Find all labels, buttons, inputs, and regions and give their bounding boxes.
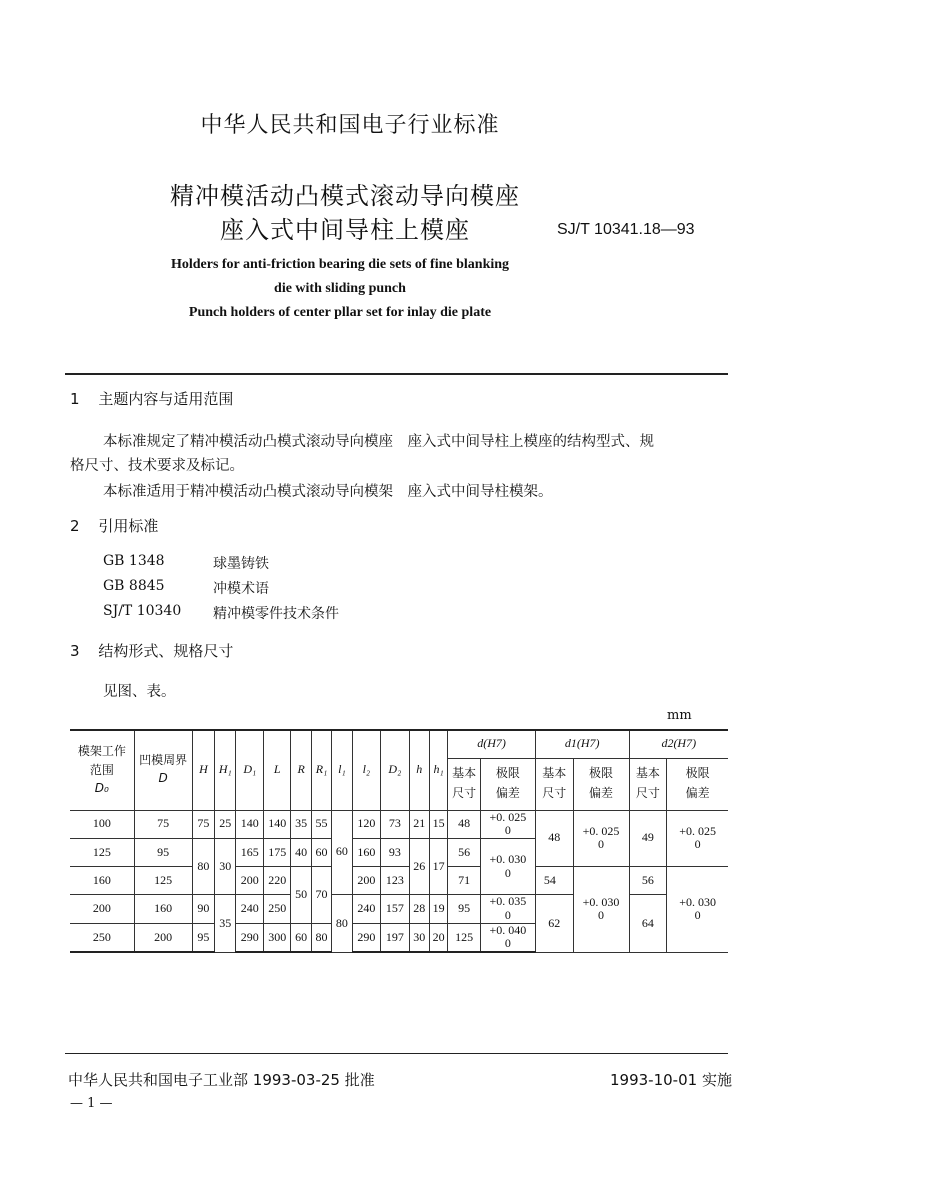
table-row <box>70 810 728 839</box>
subheader-limit: 极限 偏差 <box>667 758 728 810</box>
cell-d-tolerance: +0. 025 0 <box>480 810 535 839</box>
cell-D: 160 <box>134 895 192 924</box>
cell-l1: 80 <box>332 895 352 953</box>
header-l1: l₁ <box>332 730 352 810</box>
header-D2: D₂ <box>381 730 410 810</box>
cell-D1: 165 <box>236 839 264 867</box>
standard-code: SJ/T 10341.18—93 <box>557 221 695 238</box>
section-2-heading <box>70 515 158 536</box>
section-1-para-1b: 格尺寸、技术要求及标记。 <box>70 458 244 474</box>
header-range-label2: 范围 <box>89 763 114 778</box>
section-2-number: 2 <box>70 517 80 535</box>
header-d2: d2(H7) <box>629 730 728 758</box>
cell-d1: 54 <box>535 867 573 895</box>
cell-R: 35 <box>291 810 311 839</box>
cell-d1: 62 <box>535 895 573 953</box>
cell-d2-tolerance: +0. 030 0 <box>667 867 728 953</box>
approval-line: 中华人民共和国电子工业部 1993-03-25 批准 <box>68 1071 375 1089</box>
section-1-heading <box>70 388 233 409</box>
header-d: d(H7) <box>448 730 536 758</box>
cell-H1: 30 <box>215 839 236 895</box>
cell-R: 40 <box>291 839 311 867</box>
cell-d: 95 <box>448 895 481 924</box>
cell-h1: 15 <box>429 810 447 839</box>
header-h: h <box>409 730 429 810</box>
cell-d-tolerance: +0. 030 0 <box>480 839 535 895</box>
cell-l2: 200 <box>352 867 381 895</box>
cell-H: 90 <box>192 895 214 924</box>
header-range <box>70 730 134 810</box>
cell-L: 175 <box>263 839 291 867</box>
cell-d: 56 <box>448 839 481 867</box>
section-1-title: 主题内容与适用范围 <box>98 390 234 408</box>
cell-H: 95 <box>192 923 214 952</box>
subheader-basic: 基本 尺寸 <box>629 758 667 810</box>
english-title-3: Punch holders of center pllar set for inlay die plate <box>188 305 492 320</box>
cell-R1: 80 <box>311 923 331 952</box>
cell-l2: 290 <box>352 923 381 952</box>
cell-D: 200 <box>134 923 192 952</box>
cell-D1: 240 <box>236 895 264 924</box>
cell-H1: 35 <box>215 895 236 953</box>
table-header-row <box>70 730 728 758</box>
subheader-basic: 基本 尺寸 <box>535 758 573 810</box>
cell-d1: 48 <box>535 810 573 867</box>
section-1-number: 1 <box>70 390 80 408</box>
reference-name: 冲模术语 <box>213 581 269 597</box>
header-D1: D₁ <box>236 730 264 810</box>
cell-D0: 100 <box>70 810 134 839</box>
header-R: R <box>291 730 311 810</box>
cell-l2: 160 <box>352 839 381 867</box>
reference-code: SJ/T 10340 <box>103 603 182 619</box>
cell-D2: 123 <box>381 867 410 895</box>
header-die <box>134 730 192 810</box>
cell-D: 95 <box>134 839 192 867</box>
header-H: H <box>192 730 214 810</box>
cell-d1-tolerance: +0. 025 0 <box>573 810 629 867</box>
header-H1: H₁ <box>215 730 236 810</box>
cell-L: 250 <box>263 895 291 924</box>
cell-d-tolerance: +0. 040 0 <box>480 923 535 952</box>
cell-D: 125 <box>134 867 192 895</box>
page-number: — 1 — <box>70 1096 113 1111</box>
cell-h: 21 <box>409 810 429 839</box>
cell-D1: 290 <box>236 923 264 952</box>
table-row <box>70 867 728 895</box>
cell-D: 75 <box>134 810 192 839</box>
cell-D1: 200 <box>236 867 264 895</box>
cell-d1-tolerance: +0. 030 0 <box>573 867 629 953</box>
header-die-label: 凹模周界 <box>139 753 188 768</box>
header-R1: R₁ <box>311 730 331 810</box>
header-range-label: 模架工作 <box>77 743 126 758</box>
cell-D0: 160 <box>70 867 134 895</box>
cell-D2: 157 <box>381 895 410 924</box>
section-1-para-2: 本标准适用于精冲模活动凸模式滚动导向模架 座入式中间导柱模架。 <box>103 484 553 500</box>
cell-L: 220 <box>263 867 291 895</box>
footer-divider <box>65 1053 728 1054</box>
title-line2: 座入式中间导柱上模座 <box>220 216 470 244</box>
reference-name: 球墨铸铁 <box>213 556 269 572</box>
section-2-title: 引用标准 <box>98 517 159 535</box>
section-1-para-1a: 本标准规定了精冲模活动凸模式滚动导向模座 座入式中间导柱上模座的结构型式、规 <box>103 434 654 450</box>
cell-R1: 70 <box>311 867 331 924</box>
cell-d-tolerance: +0. 035 0 <box>480 895 535 924</box>
dimension-table <box>70 729 728 953</box>
cell-D2: 197 <box>381 923 410 952</box>
cell-l2: 240 <box>352 895 381 924</box>
header-range-symbol: D₀ <box>94 781 109 796</box>
cell-d: 71 <box>448 867 481 895</box>
section-3-title: 结构形式、规格尺寸 <box>98 642 234 660</box>
table-row <box>70 895 728 924</box>
section-3-heading <box>70 640 233 661</box>
cell-d2: 49 <box>629 810 667 867</box>
cell-h: 26 <box>409 839 429 895</box>
cell-D2: 73 <box>381 810 410 839</box>
cell-h: 30 <box>409 923 429 952</box>
cell-R1: 55 <box>311 810 331 839</box>
cell-d2: 56 <box>629 867 667 895</box>
cell-l2: 120 <box>352 810 381 839</box>
english-title-1: Holders for anti-friction bearing die sets of fine blanking <box>170 257 510 272</box>
reference-code: GB 1348 <box>103 553 165 569</box>
cell-H: 80 <box>192 839 214 895</box>
table-unit: mm <box>667 708 692 723</box>
section-3-note: 见图、表。 <box>103 684 176 700</box>
subheader-limit: 极限 偏差 <box>480 758 535 810</box>
cell-d: 125 <box>448 923 481 952</box>
cell-H1: 25 <box>215 810 236 839</box>
cell-l1: 60 <box>332 810 352 895</box>
cell-h1: 17 <box>429 839 447 895</box>
cell-L: 300 <box>263 923 291 952</box>
cell-D0: 250 <box>70 923 134 952</box>
cell-D1: 140 <box>236 810 264 839</box>
implementation-date: 1993-10-01 实施 <box>610 1071 732 1089</box>
section-3-number: 3 <box>70 642 80 660</box>
cell-R1: 60 <box>311 839 331 867</box>
cell-L: 140 <box>263 810 291 839</box>
header-die-symbol: D <box>158 771 168 786</box>
cell-h1: 19 <box>429 895 447 924</box>
header-h1: h₁ <box>429 730 447 810</box>
cell-d2: 64 <box>629 895 667 953</box>
subheader-limit: 极限 偏差 <box>573 758 629 810</box>
cell-D0: 200 <box>70 895 134 924</box>
subheader-basic: 基本 尺寸 <box>448 758 481 810</box>
english-title-2: die with sliding punch <box>274 281 406 296</box>
top-divider <box>65 373 728 375</box>
cell-R: 50 <box>291 867 311 924</box>
cell-D2: 93 <box>381 839 410 867</box>
reference-name: 精冲模零件技术条件 <box>213 606 339 622</box>
cell-h: 28 <box>409 895 429 924</box>
cell-H: 75 <box>192 810 214 839</box>
reference-code: GB 8845 <box>103 578 165 594</box>
cell-h1: 20 <box>429 923 447 952</box>
cell-R: 60 <box>291 923 311 952</box>
cell-d2-tolerance: +0. 025 0 <box>667 810 728 867</box>
cell-D0: 125 <box>70 839 134 867</box>
header-l2: l₂ <box>352 730 381 810</box>
title-line1: 精冲模活动凸模式滚动导向模座 <box>170 182 520 210</box>
header-d1: d1(H7) <box>535 730 629 758</box>
cell-d: 48 <box>448 810 481 839</box>
standard-header: 中华人民共和国电子行业标准 <box>200 113 500 138</box>
header-L: L <box>263 730 291 810</box>
